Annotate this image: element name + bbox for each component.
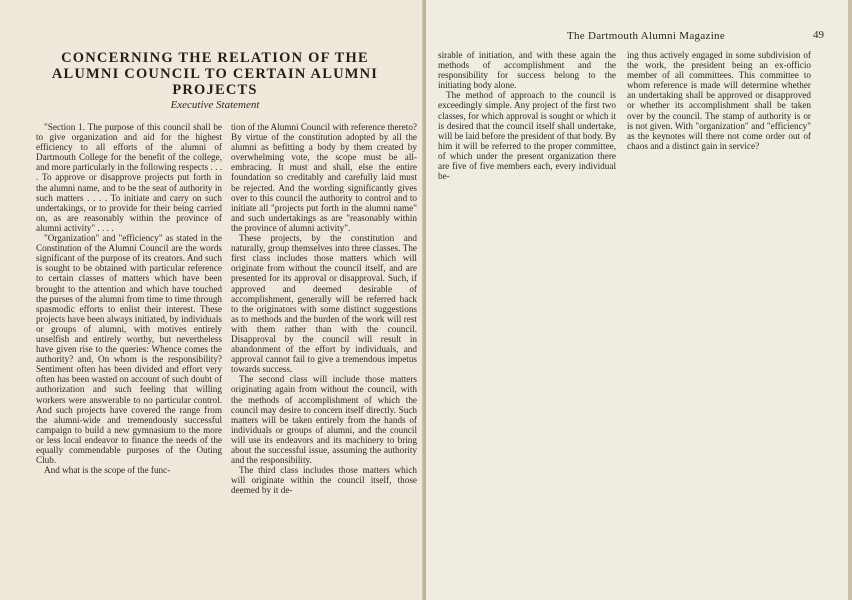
- running-head: The Dartmouth Alumni Magazine: [566, 30, 726, 42]
- paragraph: "Organization" and "efficiency" as stated in the Constitution of the Alumni Council are the words significant of the purpose of its creators. And such is sought to be obtained with particular reference to certain classes of matters which have been brought to the attention and which have touched the purses of the alumni from time to time through spasmodic efforts to enlist their interest. These projects have been always initiated, by individuals or groups of alumni, with motives entirely unselfish and entirely worthy, but nevertheless have given rise to the queries: Whence comes the authority? and, On whom is the responsibility? Sentiment often has been divided and effort very often has been wasted on account of such doubt of authorization and such feeling that willing workers were answerable to no particular control. And such projects have covered the range from the alumni-wide and tremendously successful campaign to build a new gymnasium to the more or less local endeavor to finance the needs of the equally commendable purposes of the Outing Club.: [36, 233, 223, 466]
- article-subtitle: Executive Statement: [170, 99, 260, 111]
- paragraph: The second class will include those matters originating again from without the council, with the methods of accomplishment of which the council may desire to concern itself directly. Such matters will be taken entirely from the hands of individuals or groups of alumni, and the council will use its endeavors and its machinery to bring about the successful issue, assuming the authority and the responsibility.: [231, 374, 417, 466]
- left-page-column-1: [36, 122, 222, 475]
- paragraph: ing thus actively engaged in some subdivision of the work, the president being an ex-officio member of all committees. This committee to whom reference is made will determine whether an undertaking shall be approved or disapproved or whether its accomplishment shall be taken over by the council. The stamp of authority is or is not given. With "organization" and "efficiency" as the keynotes will there not come order out of chaos and a distinct gain in service?: [627, 50, 811, 151]
- paragraph: The third class includes those matters which will originate within the council itself, those deemed by it de-: [231, 465, 417, 496]
- article-title: CONCERNING THE RELATION OF THE ALUMNI COUNCIL TO CERTAIN ALUMNI PROJECTS: [51, 50, 379, 98]
- paragraph: And what is the scope of the func-: [44, 465, 171, 476]
- paragraph: "Section 1. The purpose of this council shall be to give organization and aid for the highest efficiency to all efforts of the alumni of Dartmouth College for the benefit of the college, and more particularly in the following respects . . . . To approve or disapprove projects put forth in the alumni name, and to be the seat of authority in such matters . . . . To initiate and carry on such undertakings, or to provide for their being carried on, as are reasonably within the province of alumni activity" . . . .: [36, 122, 222, 233]
- paragraph: sirable of initiation, and with these again the methods of accomplishment and the responsibility for success belong to the initiating body alone.: [438, 50, 616, 91]
- page-number: 49: [813, 29, 824, 41]
- paragraph: The method of approach to the council is exceedingly simple. Any project of the first two classes, for which approval is sought or which it is desired that the council itself shall undertake, will be laid before the president of that body. By him it will be referred to the proper committee, of which under the present organization there are five of five members each, every individual be-: [438, 90, 617, 182]
- right-page-column-1: [438, 50, 616, 181]
- left-page-column-2: [231, 122, 417, 495]
- page-edge: [848, 0, 852, 600]
- paragraph: tion of the Alumni Council with reference thereto? By virtue of the constitution adopted by all the alumni as befitting a body by them created by overwhelming vote, the scope must be all-embracing. It must and shall, else the entire foundation so creditably and carefully laid must be rejected. And the wording significantly gives over to this council the authority to control and to initiate all "projects put forth in the alumni name" and such undertakings as are "reasonably within the province of alumni activity".: [231, 122, 417, 233]
- right-page-column-2: [627, 50, 811, 151]
- paragraph: These projects, by the constitution and naturally, group themselves into three classes. The first class includes those matters which will originate from without the council itself, and are presented for its approval or disapproval. Such, if approved and deemed desirable of accomplishment, generally will be referred back to the originators with some distinct suggestions as to methods and the burden of the work will rest with them rather than with the council. Disapproval by the council will result in abandonment of the effort by individuals, and approval cannot fail to give a tremendous impetus towards success.: [231, 233, 417, 375]
